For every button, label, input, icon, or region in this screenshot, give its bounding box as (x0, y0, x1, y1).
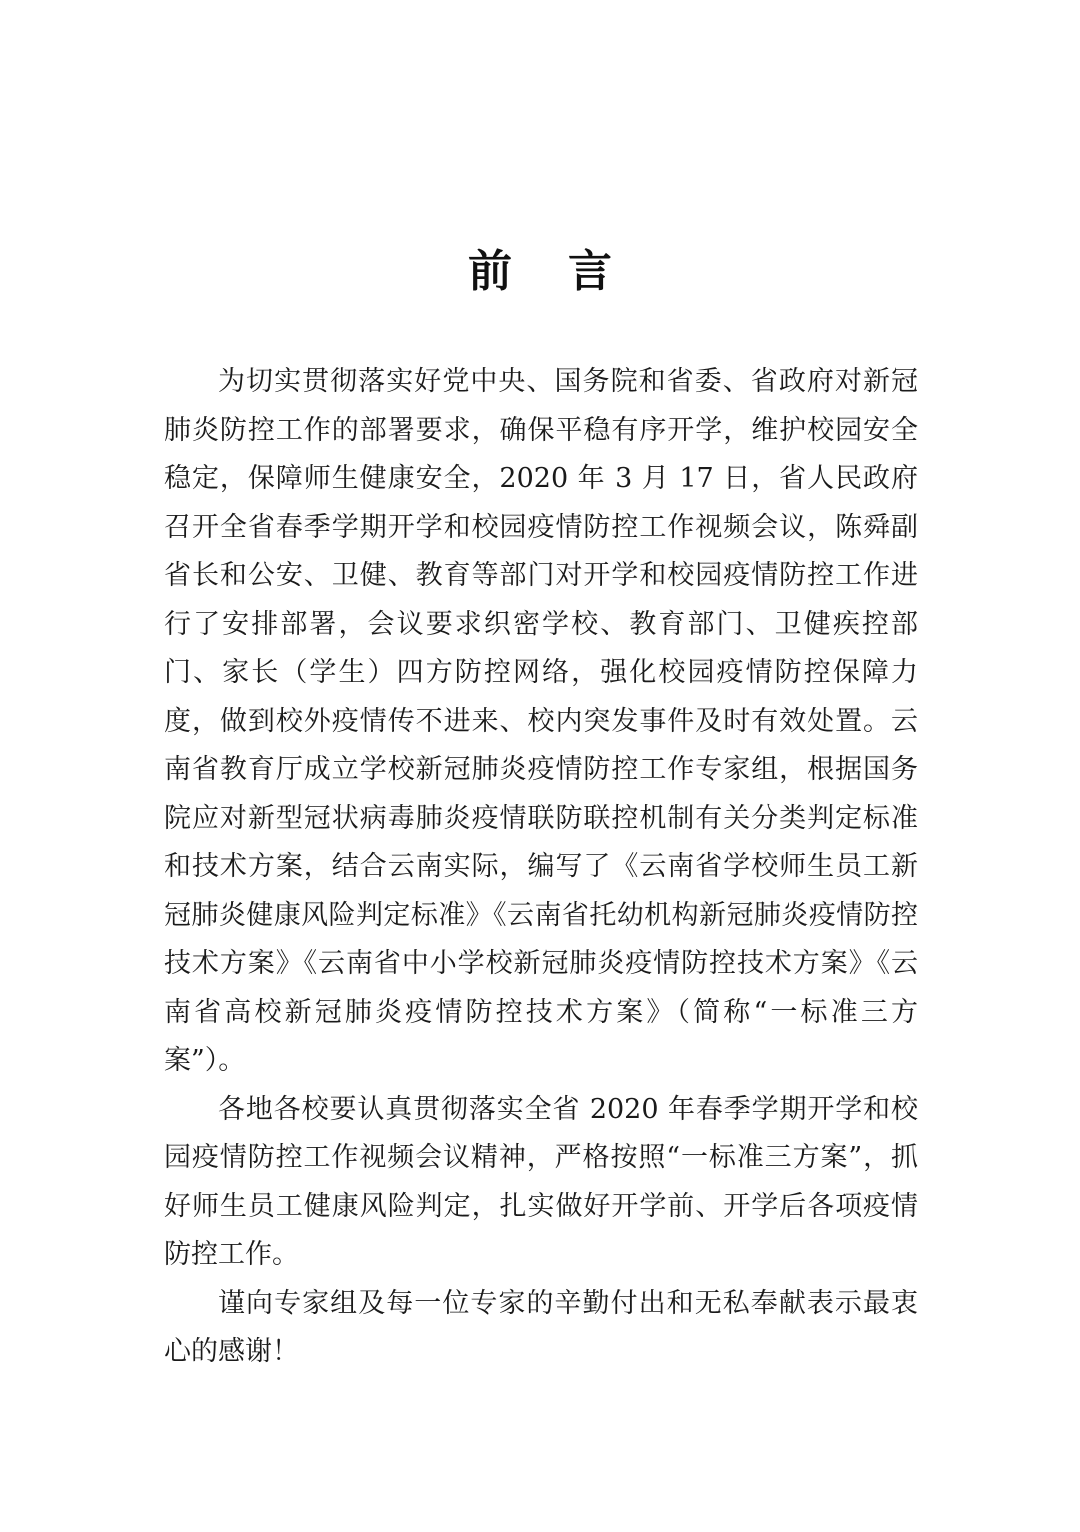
paragraph-2: 各地各校要认真贯彻落实全省 2020 年春季学期开学和校园疫情防控工作视频会议精神，严格按照“一标准三方案”，抓好师生员工健康风险判定，扎实做好开学前、开学后各项疫情防控工作。 (164, 1093, 918, 1270)
page-title: 前言 (468, 246, 668, 297)
paragraph-3: 谨向专家组及每一位专家的辛勤付出和无私奉献表示最衷心的感谢！ (164, 1287, 918, 1367)
preface-body (164, 358, 918, 1377)
paragraph-1: 为切实贯彻落实好党中央、国务院和省委、省政府对新冠肺炎防控工作的部署要求，确保平稳有序开学，维护校园安全稳定，保障师生健康安全，2020 年 3 月 17 日，省人民政府召开全省春季学期开学和校园疫情防控工作视频会议，陈舜副省长和公安、卫健、教育等部门对开学和校园疫情防控工作进行了安排部署，会议要求织密学校、教育部门、卫健疾控部门、家长（学生）四方防控网络，强化校园疫情防控保障力度，做到校外疫情传不进来、校内突发事件及时有效处置。云南省教育厅成立学校新冠肺炎疫情防控工作专家组，根据国务院应对新型冠状病毒肺炎疫情联防联控机制有关分类判定标准和技术方案，结合云南实际，编写了《云南省学校师生员工新冠肺炎健康风险判定标准》《云南省托幼机构新冠肺炎疫情防控技术方案》《云南省中小学校新冠肺炎疫情防控技术方案》《云南省高校新冠肺炎疫情防控技术方案》（简称“一标准三方案”）。 (164, 366, 918, 1076)
